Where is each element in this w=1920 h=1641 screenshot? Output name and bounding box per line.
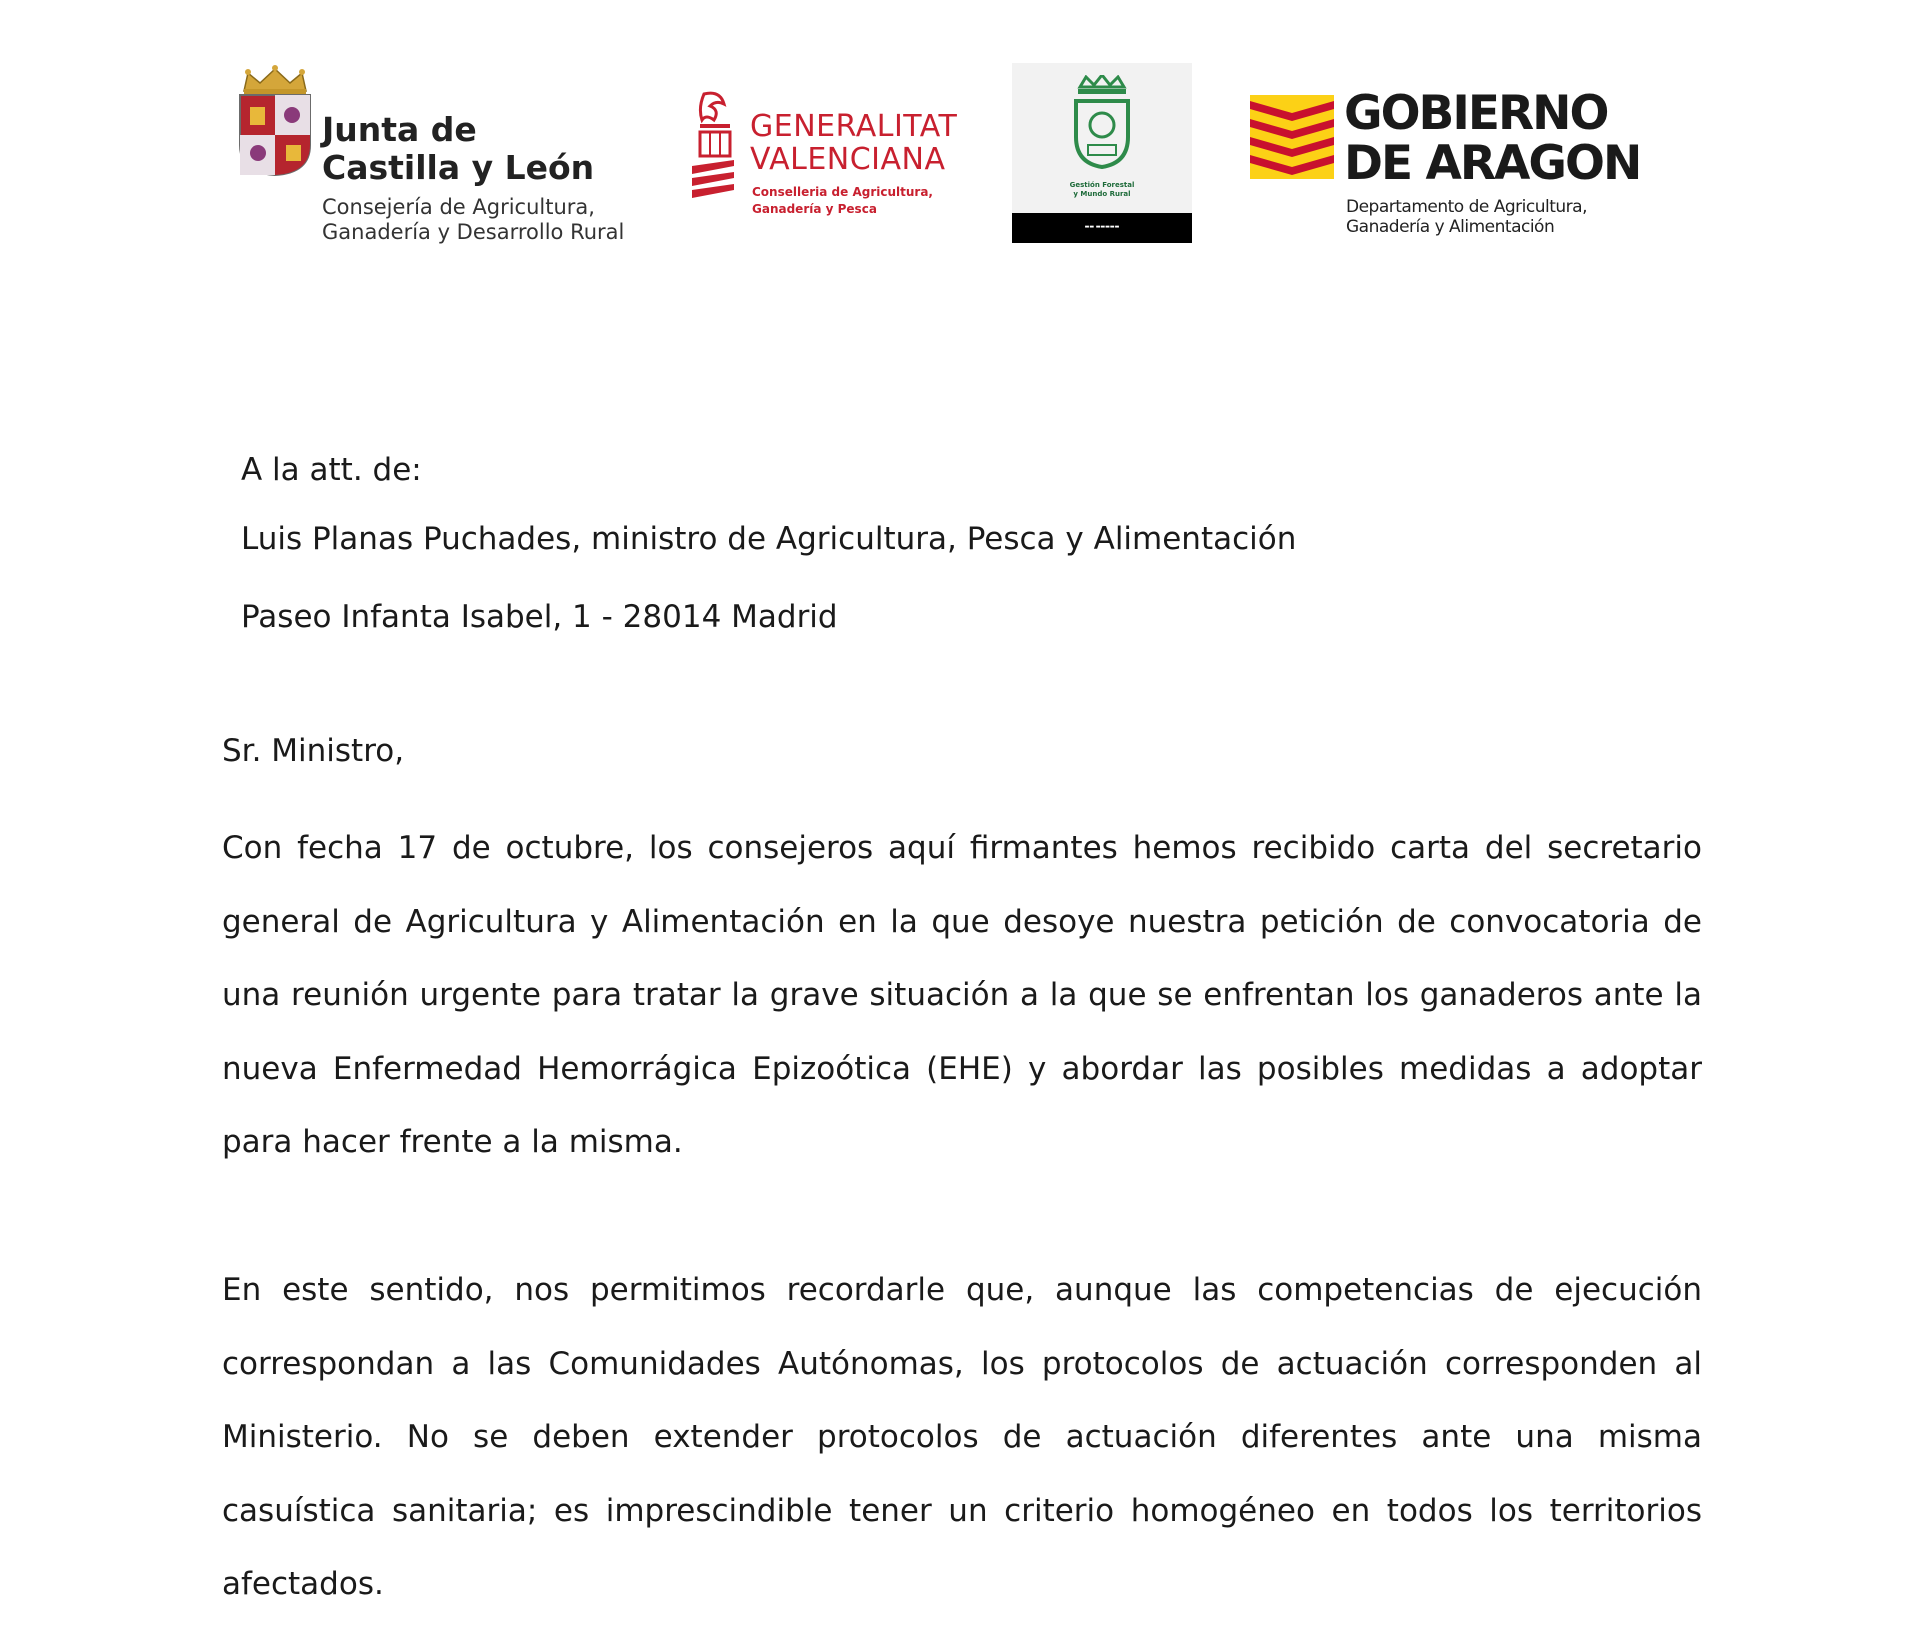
recipient-line: Luis Planas Puchades, ministro de Agricultura, Pesca y Alimentación xyxy=(241,521,1297,557)
castilla-leon-department: Consejería de Agricultura, Ganadería y Desarrollo Rural xyxy=(322,195,625,244)
valenciana-emblem-icon xyxy=(690,90,740,205)
attention-line: A la att. de: xyxy=(241,452,422,488)
salutation: Sr. Ministro, xyxy=(222,733,405,769)
generalitat-valenciana-logo xyxy=(690,90,990,240)
address-line: Paseo Infanta Isabel, 1 - 28014 Madrid xyxy=(241,599,838,635)
castilla-leon-name: Junta de Castilla y León xyxy=(322,110,595,187)
aragon-name: GOBIERNO DE ARAGON xyxy=(1344,86,1641,191)
crown-icon xyxy=(240,65,310,95)
badge-text: Gestión Forestal y Mundo Rural xyxy=(1069,181,1135,198)
valenciana-department: Conselleria de Agricultura, Ganadería y Pesca xyxy=(752,185,933,216)
junta-castilla-leon-logo xyxy=(238,65,648,255)
forestal-mundo-rural-badge xyxy=(1012,63,1192,243)
aragon-department: Departamento de Agricultura, Ganadería y Alimentación xyxy=(1346,197,1587,237)
valenciana-name: GENERALITAT VALENCIANA xyxy=(750,109,958,177)
castilla-leon-shield-icon xyxy=(238,93,312,177)
aragon-flag-icon xyxy=(1250,95,1334,179)
badge-footer-text: ▬▬ ▬▬▬▬▬ xyxy=(1084,224,1120,230)
paragraph-1: Con fecha 17 de octubre, los consejeros aquí firmantes hemos recibido carta del secretario general de Agricultura y Alimentación en la que desoye nuestra petición de convocatoria de una reunión urgente para tratar la grave situación a la que se enfrentan los ganaderos ante la nueva Enfermedad Hemorrágica Epizoótica (EHE) y abordar las posibles medidas a adoptar para hacer frente a la misma. xyxy=(222,830,1702,1160)
gobierno-aragon-logo xyxy=(1250,86,1670,245)
badge-footer-bar xyxy=(1012,213,1192,243)
header-logos xyxy=(0,55,1920,255)
green-shield-icon xyxy=(1066,75,1138,175)
paragraph-2: En este sentido, nos permitimos recordarle que, aunque las competencias de ejecución correspondan a las Comunidades Autónomas, los protocolos de actuación corresponden al Ministerio. No se deben extender protocolos de actuación diferentes ante una misma casuística sanitaria; es imprescindible tener un criterio homogéneo en todos los territorios afectados. xyxy=(222,1272,1702,1602)
